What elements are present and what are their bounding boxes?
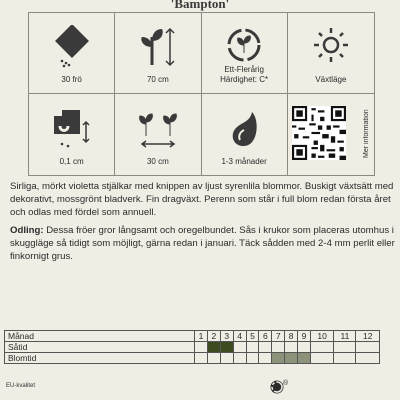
sow-month-11 — [334, 342, 356, 353]
bloom-month-2 — [207, 353, 220, 364]
month-11: 11 — [334, 331, 356, 342]
month-3: 3 — [220, 331, 233, 342]
description-text: Sirliga, mörkt violetta stjälkar med knippen av ljust syrenlila blommor. Buskigt växtsätt med dekorativt, mossgrönt bladverk. Fin dragväxt. Perenn som står i full blom redan första året och odlas med fördel som annuell. — [10, 181, 394, 218]
month-10: 10 — [310, 331, 334, 342]
plant-spacing-icon — [136, 106, 180, 150]
sow-month-3 — [220, 342, 233, 353]
bloom-month-5 — [246, 353, 259, 364]
month-7: 7 — [272, 331, 285, 342]
sow-month-10 — [310, 342, 334, 353]
spacing-label: 30 cm — [146, 157, 169, 166]
sow-month-6 — [259, 342, 272, 353]
lifecycle-label: Ett-Flerårig Härdighet: C* — [220, 65, 269, 84]
sow-row — [5, 342, 380, 353]
biennial-cycle-icon — [224, 25, 264, 65]
month-2: 2 — [207, 331, 220, 342]
bloom-month-7 — [272, 353, 285, 364]
position-label: Växtläge — [315, 75, 347, 84]
position-cell — [288, 13, 374, 94]
sun-icon — [311, 25, 351, 65]
bloom-month-11 — [334, 353, 356, 364]
bloom-month-12 — [356, 353, 380, 364]
info-grid — [28, 12, 375, 176]
sow-month-4 — [233, 342, 246, 353]
germination-cell — [202, 94, 288, 175]
bloom-month-10 — [310, 353, 334, 364]
bloom-month-8 — [285, 353, 298, 364]
sow-month-8 — [285, 342, 298, 353]
plant-height-icon — [136, 25, 180, 69]
registered-mark: ® — [283, 380, 289, 387]
month-5: 5 — [246, 331, 259, 342]
bloom-row-label: Blomtid — [5, 353, 195, 364]
cultivation-body: Dessa fröer gror långsamt och oregelbundet. Sås i krukor som placeras utomhus i skuggläge så tidigt som möjligt, gärna redan i januari. Täck sådden med 2-4 mm perlit eller finkornigt grus. — [10, 225, 395, 262]
height-label: 70 cm — [146, 75, 169, 84]
bloom-month-6 — [259, 353, 272, 364]
product-title: 'Bampton' — [170, 0, 230, 11]
sowing-depth-icon — [50, 106, 94, 150]
sow-row-label: Såtid — [5, 342, 195, 353]
month-6: 6 — [259, 331, 272, 342]
seed-count-cell — [29, 13, 115, 94]
cultivation-heading: Odling: — [10, 225, 44, 236]
bloom-month-4 — [233, 353, 246, 364]
more-info-label: Mer information — [363, 109, 370, 159]
month-8: 8 — [285, 331, 298, 342]
month-9: 9 — [298, 331, 311, 342]
month-4: 4 — [233, 331, 246, 342]
bloom-month-9 — [298, 353, 311, 364]
bloom-month-3 — [220, 353, 233, 364]
bloom-row — [5, 353, 380, 364]
sow-month-5 — [246, 342, 259, 353]
month-row — [5, 331, 380, 342]
bloom-month-1 — [195, 353, 208, 364]
month-row-label: Månad — [5, 331, 195, 342]
sow-month-7 — [272, 342, 285, 353]
sow-month-2 — [207, 342, 220, 353]
lifecycle-cell — [202, 13, 288, 94]
sow-month-9 — [298, 342, 311, 353]
depth-cell — [29, 94, 115, 175]
seed-packet-icon — [52, 25, 92, 69]
height-cell — [115, 13, 201, 94]
sow-month-12 — [356, 342, 380, 353]
sowing-calendar — [4, 330, 380, 364]
depth-label: 0,1 cm — [59, 157, 84, 166]
germination-label: 1-3 månader — [221, 157, 267, 166]
green-dot-recycling-icon — [270, 380, 284, 394]
eu-quality-label: EU-kvalitet — [6, 383, 36, 389]
germination-icon — [224, 106, 264, 150]
cultivation-text — [10, 224, 395, 263]
qr-code-icon[interactable] — [292, 106, 346, 160]
qr-cell[interactable] — [288, 94, 374, 175]
sow-month-1 — [195, 342, 208, 353]
spacing-cell — [115, 94, 201, 175]
month-1: 1 — [195, 331, 208, 342]
month-12: 12 — [356, 331, 380, 342]
seed-count-label: 30 frö — [61, 75, 82, 84]
